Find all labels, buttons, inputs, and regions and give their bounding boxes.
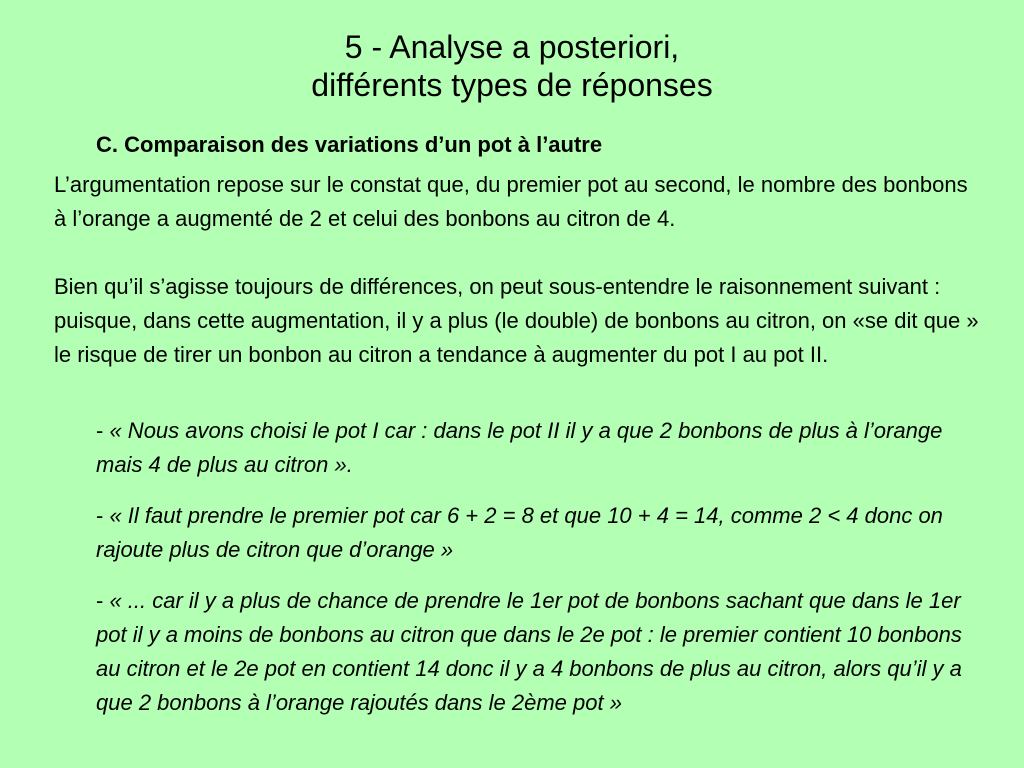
paragraph-argumentation: L’argumentation repose sur le constat que, du premier pot au second, le nombre des bonbons à l’orange a augmenté de 2 et celui des bonbons au citron de 4. — [54, 172, 968, 231]
slide-title — [0, 28, 1024, 104]
quote-text: « Il faut prendre le premier pot car 6 + 2 = 8 et que 10 + 4 = 14, comme 2 < 4 donc on rajoute plus de citron que d’orange » — [96, 503, 943, 562]
student-quote — [96, 499, 986, 567]
slide-title-line-1: 5 - Analyse a posteriori, — [344, 29, 680, 65]
quote-dash: - — [96, 588, 110, 613]
slide-title-line-2: différents types de réponses — [311, 67, 713, 103]
section-subtitle: C. Comparaison des variations d’un pot à l’autre — [96, 132, 603, 157]
quote-dash: - — [96, 418, 110, 443]
student-quote — [96, 584, 986, 720]
quote-dash: - — [96, 503, 110, 528]
student-quotes-list — [96, 414, 986, 737]
student-quote — [96, 414, 986, 482]
quote-text: « ... car il y a plus de chance de prendre le 1er pot de bonbons sachant que dans le 1er pot il y a moins de bonbons au citron que dans le 2e pot : le premier contient 10 bonbons au citron et le 2e pot en contient 14 donc il y a 4 bonbons de plus au citron, alors qu’il y a que 2 bonbons à l’orange rajoutés dans le 2ème pot » — [96, 588, 962, 715]
paragraph-reasoning: Bien qu’il s’agisse toujours de différences, on peut sous-entendre le raisonnement suivant : puisque, dans cette augmentation, il y a plus (le double) de bonbons au citron, on «se dit que » le risque de tirer un bonbon au citron a tendance à augmenter du pot I au pot II. — [54, 274, 979, 367]
quote-text: « Nous avons choisi le pot I car : dans le pot II il y a que 2 bonbons de plus à l’orange mais 4 de plus au citron ». — [96, 418, 943, 477]
